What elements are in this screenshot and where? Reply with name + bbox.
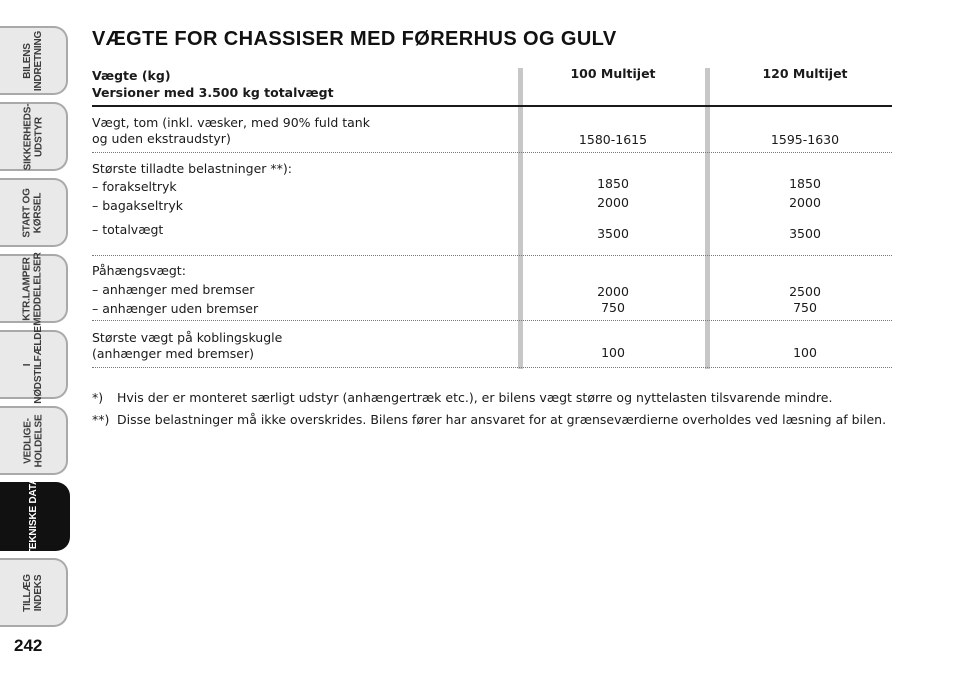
row-label: – anhænger uden bremser (92, 301, 259, 316)
row-label: – bagakseltryk (92, 198, 184, 213)
header-label: Vægte (kg) (92, 68, 171, 83)
footnote-text: Hvis der er monteret særligt udstyr (anhængertræk etc.), er bilens vægt større og nyttelasten tilsvarende mindre. (117, 390, 833, 405)
tab-tillaeg-indeks[interactable] (0, 558, 68, 627)
tab-bilens-indretning[interactable] (0, 26, 68, 95)
value-100: 2000 (597, 195, 629, 210)
value-120: 1850 (789, 176, 821, 191)
row-label: (anhænger med bremser) (92, 346, 254, 361)
value-100: 1850 (597, 176, 629, 191)
row-label: – totalvægt (92, 222, 164, 237)
page-title: VÆGTE FOR CHASSISER MED FØRERHUS OG GULV (92, 28, 617, 50)
tab-vedligeholdelse[interactable] (0, 406, 68, 475)
footnote-mark: *) (92, 390, 104, 405)
tab-label: I NØDSTILFÆLDE (22, 325, 45, 404)
tab-label: SIKKERHEDS- UDSTYR (22, 103, 45, 170)
row-label: og uden ekstraudstyr) (92, 131, 231, 146)
value-120: 2500 (789, 284, 821, 299)
tab-label: VEDLIGE- HOLDELSE (21, 414, 44, 467)
value-120: 100 (793, 345, 817, 360)
value-100: 2000 (597, 284, 629, 299)
value-120: 750 (793, 300, 817, 315)
tab-tekniske-data[interactable] (0, 477, 70, 556)
row-label: Vægt, tom (inkl. væsker, med 90% fuld tank (92, 115, 370, 130)
value-100: 100 (601, 345, 625, 360)
row-label: Påhængsvægt: (92, 263, 186, 278)
value-120: 3500 (789, 226, 821, 241)
row-label: – anhænger med bremser (92, 282, 255, 297)
tab-label: BILENS INDRETNING (21, 30, 44, 91)
value-120: 1595-1630 (770, 132, 840, 147)
column-divider (705, 68, 710, 369)
row-divider (92, 152, 892, 153)
row-label: Største tilladte belastninger **): (92, 161, 292, 176)
footnote-text: Disse belastninger må ikke overskrides. Bilens fører har ansvaret for at grænseværdierne overholdes ved læsning af bilen. (117, 412, 887, 427)
row-label: – forakseltryk (92, 179, 177, 194)
column-header-100: 100 Multijet (570, 66, 656, 81)
value-100: 3500 (597, 226, 629, 241)
tab-sikkerhedsudstyr[interactable] (0, 102, 68, 171)
tab-i-nodstilfaelde[interactable] (0, 325, 68, 404)
tab-kontrollamper[interactable] (0, 251, 68, 326)
column-divider (518, 68, 523, 369)
row-divider (92, 367, 892, 368)
column-header-120: 120 Multijet (762, 66, 848, 81)
row-label: Største vægt på koblingskugle (92, 330, 283, 345)
value-120: 2000 (789, 195, 821, 210)
tab-start-og-korsel[interactable] (0, 178, 68, 247)
tab-label: START OG KØRSEL (21, 187, 44, 238)
tab-label: TEKNISKE DATA (28, 477, 40, 556)
header-sublabel: Versioner med 3.500 kg totalvægt (92, 85, 334, 100)
value-100: 1580-1615 (578, 132, 648, 147)
weights-table (92, 64, 892, 369)
tab-label: KTR.LAMPER MEDDELELSER (22, 251, 44, 326)
footnote-mark: **) (92, 412, 110, 427)
row-divider (92, 320, 892, 321)
header-rule (92, 105, 892, 107)
value-100: 750 (601, 300, 625, 315)
tab-label: TILLÆG INDEKS (22, 573, 44, 612)
row-divider (92, 255, 892, 256)
page-number: 242 (14, 636, 43, 655)
